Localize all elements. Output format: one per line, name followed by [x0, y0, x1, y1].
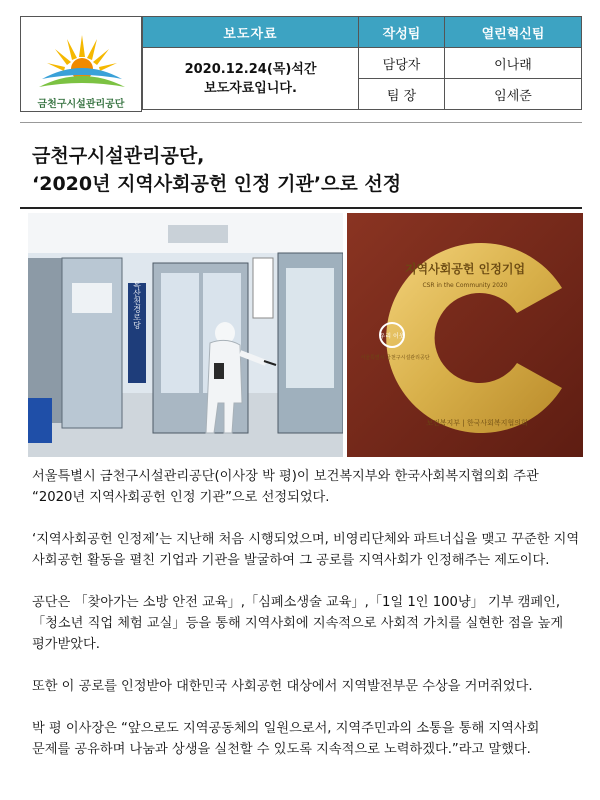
- organization-logo: [20, 16, 142, 112]
- paragraph-5: 박 평 이사장은 “앞으로도 지역공동체의 일원으로서, 지역주민과의 소통을 통해 지역사회 문제를 공유하며 나눔과 상생을 실천할 수 있도록 지속적으로 노력하겠다.”라고 말했다.: [32, 721, 540, 757]
- author-team-value: 열린혁신팀: [445, 17, 582, 48]
- photo-area: [28, 213, 583, 457]
- emblem-text: 우리 이웃: [379, 333, 405, 340]
- title-line-2: ‘2020년 지역사회공헌 인정 기관’으로 선정: [32, 173, 402, 195]
- team-lead-value: 임세준: [445, 79, 582, 110]
- sign-text: 독산천경로당: [132, 281, 142, 329]
- plaque-title: 지역사회공헌 인정기업: [404, 262, 526, 276]
- title-line-1: 금천구시설관리공단,: [32, 145, 205, 167]
- paragraph-2: ‘지역사회공헌 인정제’는 지난해 처음 시행되었으며, 비영리단체와 파트너십을 맺고 꾸준한 지역 사회공헌 활동을 펼친 기업과 기관을 발굴하여 그 공로를 지역사회가 인정해주는 제도이다.: [32, 532, 580, 568]
- logo-text: 금천구시설관리공단: [37, 99, 125, 110]
- press-header: [20, 16, 582, 112]
- emblem-caption: 서울특별시 금천구시설관리공단: [360, 355, 430, 361]
- release-date: 2020.12.24(목)석간: [184, 61, 317, 77]
- plaque-footer: 보건복지부 | 한국사회복지협의회: [426, 419, 528, 427]
- paragraph-3: 공단은 「찾아가는 소방 안전 교육」,「심폐소생술 교육」,「1일 1인 100냥」 기부 캠페인, 「청소년 직업 체험 교실」등을 통해 지역사회에 지속적으로 사회적 가치를 실현한 점을 높게 평가받았다.: [32, 595, 564, 652]
- sun-logo-icon: [37, 27, 127, 93]
- release-note: 보도자료입니다.: [204, 80, 297, 96]
- header-divider: [20, 122, 582, 123]
- paragraph-4: 또한 이 공로를 인정받아 대한민국 사회공헌 대상에서 지역발전부문 수상을 거머쥐었다.: [32, 679, 533, 694]
- manager-label: 담당자: [359, 48, 445, 79]
- press-release-label: 보도자료: [143, 17, 359, 48]
- page-title: [32, 142, 401, 198]
- disinfection-photo: [28, 213, 343, 457]
- release-date-cell: [143, 48, 359, 110]
- press-info-table: [142, 16, 582, 110]
- article-body: [32, 466, 580, 781]
- title-divider: [20, 207, 582, 209]
- team-lead-label: 팀 장: [359, 79, 445, 110]
- plaque-subtitle: CSR in the Community 2020: [422, 282, 508, 289]
- paragraph-1: 서울특별시 금천구시설관리공단(이사장 박 평)이 보건복지부와 한국사회복지협의회 주관 “2020년 지역사회공헌 인정 기관”으로 선정되었다.: [32, 469, 539, 505]
- author-team-label: 작성팀: [359, 17, 445, 48]
- manager-value: 이나래: [445, 48, 582, 79]
- certification-plaque-photo: [347, 213, 583, 457]
